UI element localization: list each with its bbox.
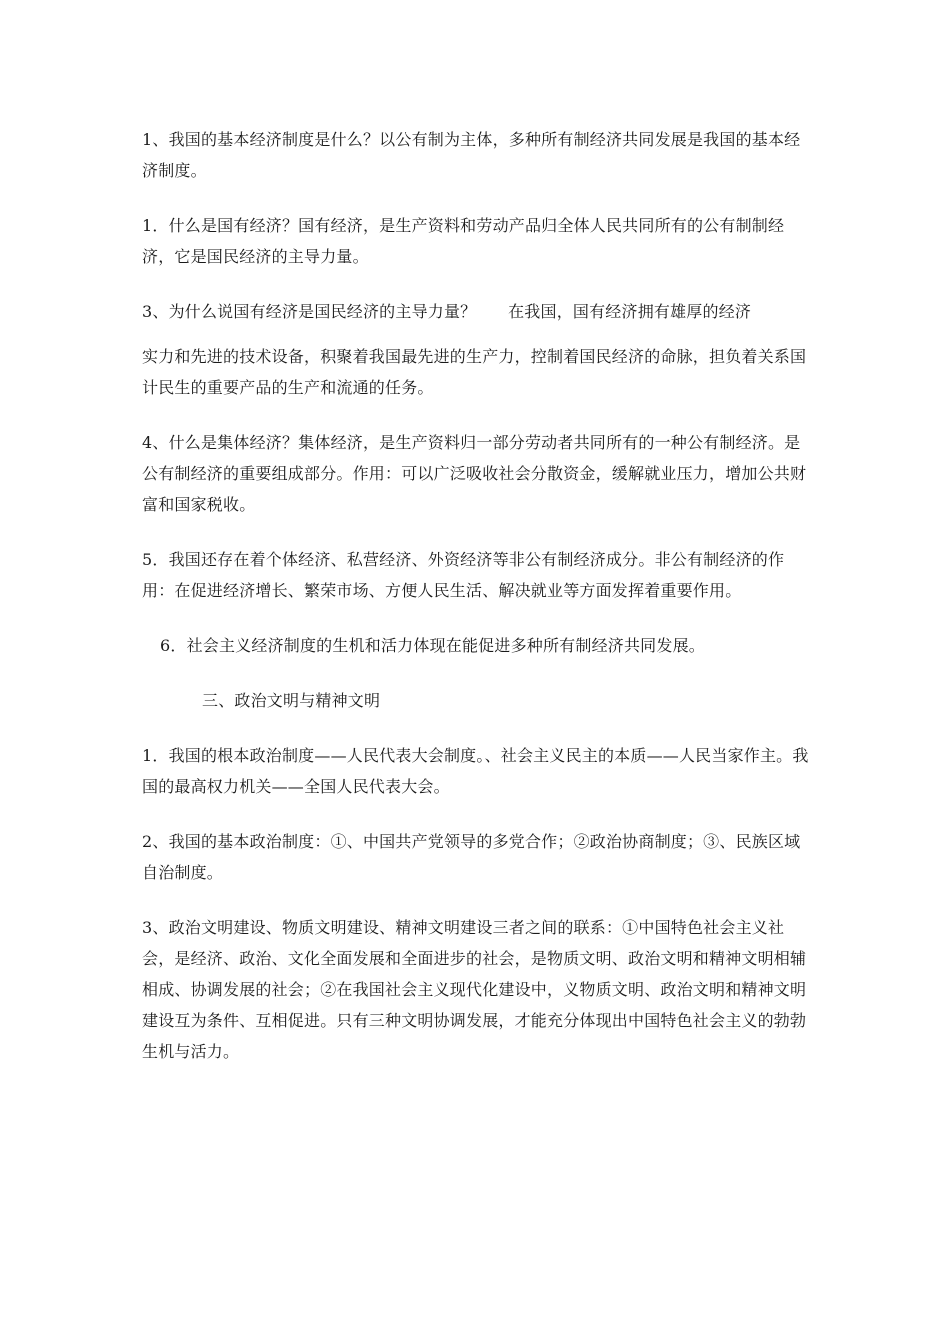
paragraph-state-owned-economy: 1．什么是国有经济？国有经济，是生产资料和劳动产品归全体人民共同所有的公有制制经济，它是国民经济的主导力量。 [142,216,785,266]
paragraph-basic-political-system: 2、我国的基本政治制度：①、中国共产党领导的多党合作；②政治协商制度；③、民族区域自治制度。 [142,832,801,882]
paragraph-fundamental-political-system: 1．我国的根本政治制度——人民代表大会制度。、社会主义民主的本质——人民当家作主。我国的最高权力机关——全国人民代表大会。 [142,746,809,796]
paragraph-leading-force-answer: 实力和先进的技术设备，积聚着我国最先进的生产力，控制着国民经济的命脉，担负着关系国计民生的重要产品的生产和流通的任务。 [142,347,807,397]
section-heading-political-civilization: 三、政治文明与精神文明 [202,691,381,710]
paragraph-non-public-economy: 5．我国还存在着个体经济、私营经济、外资经济等非公有制经济成分。非公有制经济的作用：在促进经济增长、繁荣市场、方便人民生活、解决就业等方面发挥着重要作用。 [142,550,785,600]
document-body [142,124,810,1091]
paragraph-basic-economic-system: 1、我国的基本经济制度是什么？以公有制为主体，多种所有制经济共同发展是我国的基本经济制度。 [142,130,801,180]
paragraph-vitality: 6．社会主义经济制度的生机和活力体现在能促进多种所有制经济共同发展。 [160,636,705,655]
paragraph-leading-force-question: 3、为什么说国有经济是国民经济的主导力量？ 在我国，国有经济拥有雄厚的经济 [142,302,752,321]
paragraph-three-civilizations: 3、政治文明建设、物质文明建设、精神文明建设三者之间的联系：①中国特色社会主义社会，是经济、政治、文化全面发展和全面进步的社会，是物质文明、政治文明和精神文明相辅相成、协调发展的社会；②在我国社会主义现代化建设中，义物质文明、政治文明和精神文明建设互为条件、互相促进。只有三种文明协调发展，才能充分体现出中国特色社会主义的勃勃生机与活力。 [142,918,807,1061]
paragraph-collective-economy: 4、什么是集体经济？集体经济，是生产资料归一部分劳动者共同所有的一种公有制经济。是公有制经济的重要组成部分。作用：可以广泛吸收社会分散资金，缓解就业压力，增加公共财富和国家税收。 [142,433,807,514]
